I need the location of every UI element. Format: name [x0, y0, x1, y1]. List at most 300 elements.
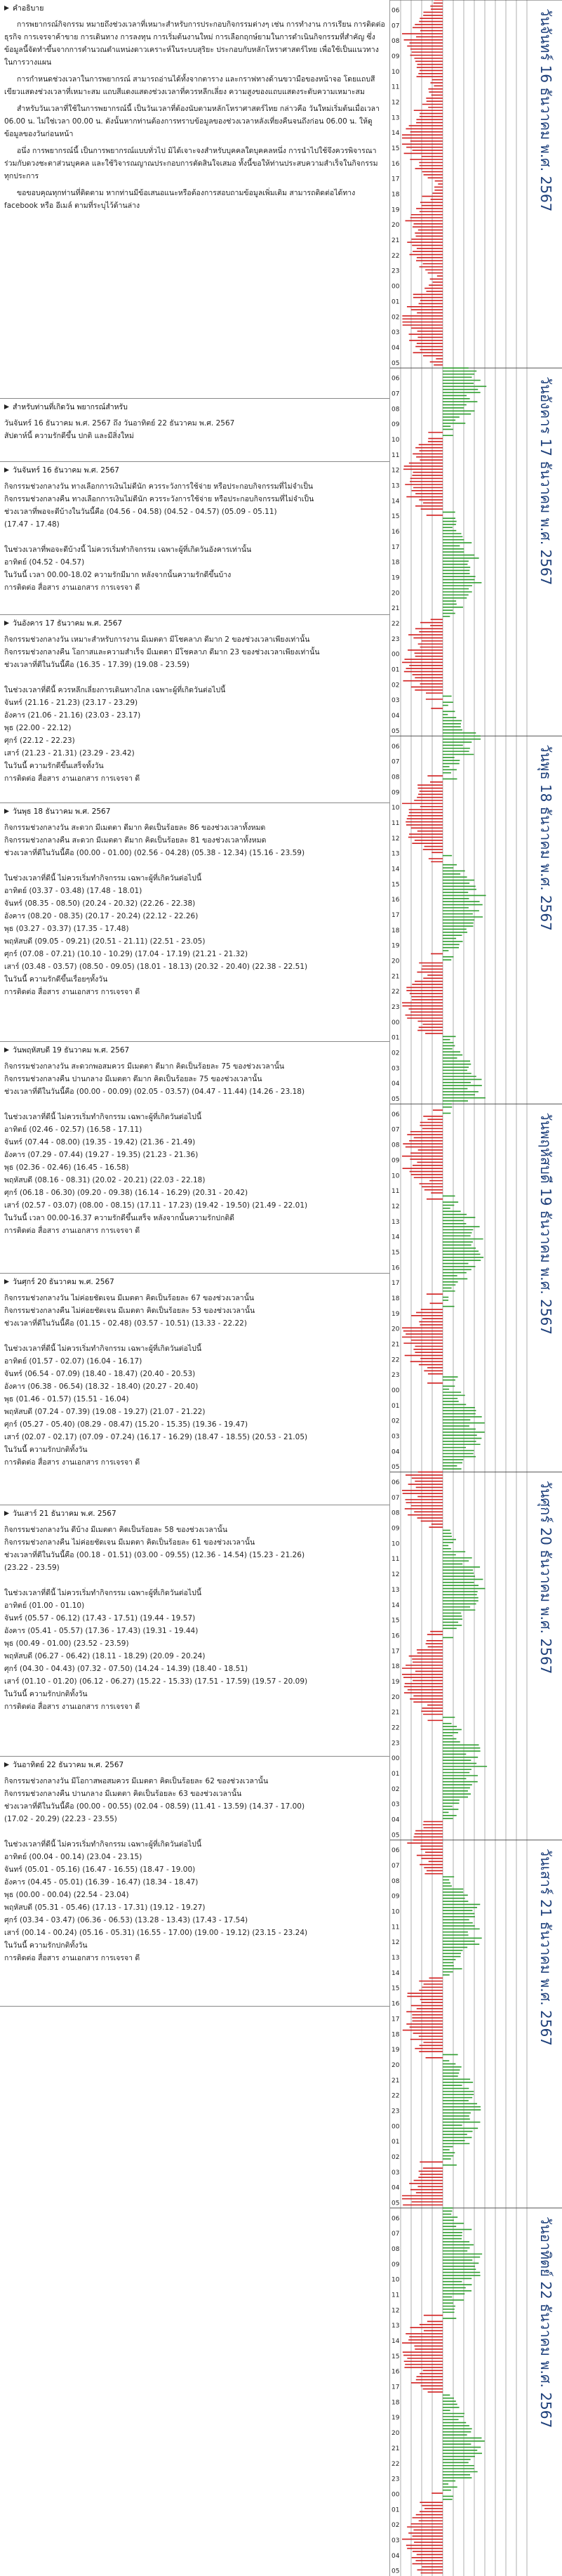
hour-label: 17: [392, 2016, 400, 2023]
day-label: วันพฤหัสบดี 19 ธันวาคม พ.ศ. 2567: [537, 1112, 554, 1335]
hour-label: 10: [392, 1540, 400, 1548]
hour-label: 13: [392, 1955, 400, 1962]
hour-label: 20: [392, 958, 400, 965]
hour-label: 10: [392, 1173, 400, 1180]
day-line: ในช่วงเวลาที่ดีนี้ ไม่ควรเริ่มทำกิจกรรม เฉพาะผู้ที่เกิดวันต่อไปนี้: [4, 1840, 202, 1849]
day-line: ในวันนี้ เวลา 00.00-16.37 ความรักดีขึ้นเสร็จ หลังจากนั้นความรักปกติดี: [4, 1214, 234, 1222]
day-line: ในวันนี้ ความรักปกติทั้งวัน: [4, 1446, 88, 1454]
day-line: ในช่วงเวลาที่พอจะดีบ้างนี้ ไม่ควรเริ่มทำกิจกรรม เฉพาะผู้ที่เกิดวันอังคารเท่านั้น: [4, 546, 252, 554]
day-line: อังคาร (04.45 - 05.01) (16.39 - 16.47) (18.34 - 18.47): [4, 1878, 199, 1887]
day-label: วันอาทิตย์ 22 ธันวาคม พ.ศ. 2567: [537, 2216, 554, 2429]
hour-label: 22: [392, 2092, 400, 2100]
hour-label: 23: [392, 2476, 400, 2483]
hour-label: 14: [392, 1601, 400, 1609]
day-line: พฤหัสบดี (05.31 - 05.46) (17.13 - 17.31) (19.12 - 19.27): [4, 1903, 206, 1912]
day-line: ในวันนี้ ความรักปกติทั้งวัน: [4, 1941, 88, 1950]
day-title: วันเสาร์ 21 ธันวาคม พ.ศ. 2567: [13, 1510, 116, 1518]
hour-label: 03: [392, 1801, 400, 1809]
hour-label: 00: [392, 1755, 400, 1763]
spacer: [4, 1574, 385, 1587]
day-line: กิจกรรมช่วงกลางคืน ไม่ค่อยชัดเจน มีเมตตา คิดเป็นร้อยละ 61 ของช่วงเวลานั้น: [4, 1538, 255, 1547]
hour-label: 08: [392, 2246, 400, 2254]
hour-label: 06: [392, 1111, 400, 1118]
day-line: ช่วงเวลาที่พอจะดีบ้างในวันนี้คือ (04.56 - 04.58) (04.52 - 04.57) (05.09 - 05.11): [4, 508, 277, 516]
hour-label: 10: [392, 68, 400, 76]
day-line: ในช่วงเวลาที่ดีนี้ ไม่ควรเริ่มทำกิจกรรม เฉพาะผู้ที่เกิดวันต่อไปนี้: [4, 1345, 202, 1353]
hour-label: 01: [392, 2139, 400, 2146]
hour-label: 21: [392, 1709, 400, 1717]
settings-title: สำหรับท่านที่เกิดวัน พยากรณ์สำหรับ: [13, 403, 128, 411]
day-line: การติดต่อ สื่อสาร งานเอกสาร การเจรจา ดี: [4, 1458, 140, 1467]
hour-label: 04: [392, 1081, 400, 1088]
hour-label: 15: [392, 2353, 400, 2360]
day-header: [4, 1276, 385, 1288]
hour-label: 03: [392, 2537, 400, 2544]
hour-label: 08: [392, 38, 400, 46]
day-header: [4, 1044, 385, 1056]
day-section: [0, 1274, 389, 1505]
day-header: [4, 805, 385, 817]
hour-label: 13: [392, 114, 400, 122]
hour-label: 02: [392, 1418, 400, 1425]
hour-label: 22: [392, 252, 400, 260]
hour-label: 02: [392, 2153, 400, 2161]
hour-label: 02: [392, 682, 400, 689]
settings-line: สัปดาห์นี้ ความรักดีขึ้น ปกติ และมีสิ่งใหม่: [4, 432, 134, 440]
day-line: เสาร์ (01.10 - 01.20) (06.12 - 06.27) (15.22 - 15.33) (17.51 - 17.59) (19.57 - 20.09): [4, 1677, 308, 1686]
spacer: [4, 1825, 385, 1838]
day-line: ศุกร์ (03.34 - 03.47) (06.36 - 06.53) (13.28 - 13.43) (17.43 - 17.54): [4, 1916, 248, 1924]
hour-label: 09: [392, 789, 400, 797]
hour-label: 15: [392, 881, 400, 889]
hour-label: 18: [392, 191, 400, 199]
hour-label: 00: [392, 1019, 400, 1026]
hour-label: 01: [392, 1034, 400, 1042]
intro-paragraph: สำหรับวันเวลาที่ใช้ในการพยากรณ์นี้ เป็นวันเวลาที่ต้องนับตามหลักโหราศาสตร์ไทย กล่าวคือ วันใหม่เริ่มต้นเมื่อเวลา 06.00 น. ไม่ใช่เวลา 00.00 น. ดังนั้นหากท่านต้องการทราบข้อมูลของช่วงเวลาหลังเที่ยงคืนจนถึงก่อน 06.00 น. ให้ดูข้อมูลของวันก่อนหน้า: [4, 105, 380, 138]
hour-label: 06: [392, 7, 400, 15]
hour-label: 23: [392, 267, 400, 275]
day-line: ศุกร์ (05.27 - 05.40) (08.29 - 08.47) (15.20 - 15.35) (19.36 - 19.47): [4, 1420, 248, 1429]
hour-label: 20: [392, 1326, 400, 1333]
day-label: วันอังคาร 17 ธันวาคม พ.ศ. 2567: [537, 376, 554, 586]
day-line: พุธ (00.49 - 01.00) (23.52 - 23.59): [4, 1639, 129, 1648]
hour-label: 11: [392, 1924, 400, 1931]
day-line: จันทร์ (21.16 - 21.23) (23.17 - 23.29): [4, 699, 138, 707]
hour-label: 07: [392, 22, 400, 30]
day-line: (23.22 - 23.59): [4, 1564, 60, 1572]
day-section: [0, 1757, 389, 2007]
day-line: จันทร์ (05.57 - 06.12) (17.43 - 17.51) (19.44 - 19.57): [4, 1614, 196, 1623]
hour-label: 06: [392, 1479, 400, 1487]
day-line: อาทิตย์ (02.46 - 02.57) (16.58 - 17.11): [4, 1125, 142, 1134]
day-line: อังคาร (21.06 - 21.16) (23.03 - 23.17): [4, 711, 141, 720]
hour-label: 02: [392, 1785, 400, 1793]
hour-label: 08: [392, 1510, 400, 1517]
day-line: เสาร์ (02.57 - 03.07) (08.00 - 08.15) (17.11 - 17.23) (19.42 - 19.50) (21.49 - 22.01): [4, 1201, 308, 1210]
hour-label: 00: [392, 2123, 400, 2131]
hour-label: 18: [392, 1295, 400, 1302]
hour-label: 03: [392, 2169, 400, 2177]
hour-label: 23: [392, 1372, 400, 1380]
hour-label: 07: [392, 2231, 400, 2238]
hour-label: 12: [392, 467, 400, 475]
hour-label: 13: [392, 1218, 400, 1226]
day-line: กิจกรรมช่วงกลางคืน ไม่ค่อยชัดเจน มีเมตตา คิดเป็นร้อยละ 53 ของช่วงเวลานั้น: [4, 1307, 255, 1315]
day-title: วันศุกร์ 20 ธันวาคม พ.ศ. 2567: [13, 1278, 114, 1286]
day-line: ช่วงเวลาที่ดีในวันนี้คือ (00.00 - 00.55) (02.04 - 08.59) (11.41 - 13.59) (14.37 - 17.00): [4, 1802, 305, 1811]
day-header: [4, 464, 385, 476]
hour-label: 20: [392, 590, 400, 597]
hour-label: 20: [392, 222, 400, 230]
day-title: วันอาทิตย์ 22 ธันวาคม พ.ศ. 2567: [13, 1761, 124, 1769]
day-line: การติดต่อ สื่อสาร งานเอกสาร การเจรจา ดี: [4, 583, 140, 592]
hour-label: 05: [392, 727, 400, 735]
day-section: [0, 1042, 389, 1274]
bullet-icon: [4, 1511, 9, 1516]
day-line: เสาร์ (00.14 - 00.24) (05.16 - 05.31) (16.55 - 17.00) (19.00 - 19.12) (23.15 - 23.24): [4, 1929, 308, 1937]
hour-label: 16: [392, 160, 400, 168]
day-line: พุธ (03.27 - 03.37) (17.35 - 17.48): [4, 925, 129, 933]
day-line: อาทิตย์ (01.00 - 01.10): [4, 1601, 85, 1610]
hour-label: 07: [392, 1126, 400, 1134]
spacer: [4, 1098, 385, 1111]
hour-label: 13: [392, 1586, 400, 1594]
day-line: พุธ (00.00 - 00.04) (22.54 - 23.04): [4, 1891, 129, 1899]
day-header: [4, 1507, 385, 1519]
hour-label: 08: [392, 1142, 400, 1149]
hour-label: 21: [392, 973, 400, 981]
hour-label: 12: [392, 2307, 400, 2315]
settings-header: [4, 401, 385, 413]
day-line: กิจกรรมช่วงกลางวัน ดีบ้าง มีเมตตา คิดเป็นร้อยละ 58 ของช่วงเวลานั้น: [4, 1526, 228, 1534]
hour-label: 05: [392, 1832, 400, 1839]
intro-paragraph: การพยากรณ์กิจกรรม หมายถึงช่วงเวลาที่เหมาะสำหรับการประกอบกิจกรรมต่างๆ เช่น การทำงาน การเรียน การติดต่อธุรกิจ การเจรจาค้าขาย การเดินทาง การลงทุน การเริ่มต้นงานใหม่ การเลือกฤกษ์ยามในการดำเนินกิจกรรมที่สำคัญ ซึ่งข้อมูลนี้จัดทำขึ้นจากการคำนวณตำแหน่งดาวเคราะห์ในระบบสุริยะ ประกอบกับหลักโหราศาสตร์ไทย เพื่อใช้เป็นแนวทางในการวางแผน: [4, 20, 385, 67]
hour-label: 01: [392, 1770, 400, 1778]
day-line: ศุกร์ (04.30 - 04.43) (07.32 - 07.50) (14.24 - 14.39) (18.40 - 18.51): [4, 1665, 248, 1673]
hour-label: 19: [392, 1310, 400, 1318]
hour-label: 12: [392, 99, 400, 107]
hour-label: 05: [392, 2200, 400, 2207]
hour-label: 06: [392, 743, 400, 751]
hour-label: 21: [392, 1341, 400, 1349]
hour-label: 13: [392, 482, 400, 490]
day-line: อังคาร (08.20 - 08.35) (20.17 - 20.24) (22.12 - 22.26): [4, 912, 199, 920]
spacer: [4, 671, 385, 684]
intro-title: คำอธิบาย: [13, 4, 44, 13]
hour-label: 04: [392, 713, 400, 720]
hour-label: 01: [392, 2506, 400, 2514]
day-line: กิจกรรมช่วงกลางคืน โอกาสและความสำเร็จ มีเมตตา มีโชคลาภ ดีมาก 23 ของช่วงเวลาเพียงเท่านั้น: [4, 648, 320, 656]
hour-label: 22: [392, 1724, 400, 1732]
intro-paragraph: อนึ่ง การพยากรณ์นี้ เป็นการพยากรณ์แบบทั่วไป มิได้เจาะจงสำหรับบุคคลใดบุคคลหนึ่ง การนำไปใช้จึงควรพิจารณาร่วมกับดวงชะตาส่วนบุคคล และใช้วิจารณญาณประกอบการตัดสินใจเสมอ ทั้งนี้ขอให้ท่านประสบความสำเร็จในกิจกรรมทุกประการ: [4, 147, 378, 180]
day-line: กิจกรรมช่วงกลางคืน ปานกลาง มีเมตตา ดีมาก คิดเป็นร้อยละ 75 ของช่วงเวลานั้น: [4, 1075, 262, 1083]
spacer: [4, 859, 385, 872]
activity-graph: [390, 0, 562, 2576]
hour-label: 16: [392, 897, 400, 904]
day-line: (17.02 - 20.29) (22.23 - 23.55): [4, 1815, 117, 1823]
hour-label: 07: [392, 1863, 400, 1870]
hour-label: 17: [392, 911, 400, 919]
hour-label: 05: [392, 2568, 400, 2575]
hour-label: 17: [392, 1648, 400, 1656]
hour-label: 12: [392, 1203, 400, 1210]
hour-label: 08: [392, 406, 400, 414]
hour-label: 15: [392, 145, 400, 153]
day-line: อาทิตย์ (01.57 - 02.07) (16.04 - 16.17): [4, 1357, 142, 1366]
hour-label: 09: [392, 2261, 400, 2268]
bullet-icon: [4, 6, 9, 11]
hour-label: 16: [392, 1264, 400, 1272]
day-line: การติดต่อ สื่อสาร งานเอกสาร การเจรจา ดี: [4, 1703, 140, 1711]
hour-label: 21: [392, 2445, 400, 2452]
hour-label: 11: [392, 2292, 400, 2299]
hour-label: 21: [392, 605, 400, 613]
hour-label: 08: [392, 774, 400, 781]
day-line: ในช่วงเวลาที่ดีนี้ ไม่ควรเริ่มทำกิจกรรม เฉพาะผู้ที่เกิดวันต่อไปนี้: [4, 1113, 202, 1121]
day-line: ศุกร์ (22.12 - 22.23): [4, 737, 75, 745]
day-line: อาทิตย์ (04.52 - 04.57): [4, 558, 85, 567]
day-line: การติดต่อ สื่อสาร งานเอกสาร การเจรจา ดี: [4, 988, 140, 996]
hour-label: 06: [392, 375, 400, 383]
hour-label: 03: [392, 697, 400, 705]
hour-label: 14: [392, 2338, 400, 2346]
day-line: พุธ (22.00 - 22.12): [4, 724, 72, 732]
hour-label: 21: [392, 237, 400, 245]
day-title: วันพุธ 18 ธันวาคม พ.ศ. 2567: [13, 807, 111, 816]
hour-label: 21: [392, 2077, 400, 2085]
day-header: [4, 617, 385, 629]
day-line: ในวันนี้ ความรักดีขึ้นเรื่อยๆทั้งวัน: [4, 975, 108, 984]
day-line: จันทร์ (07.44 - 08.00) (19.35 - 19.42) (21.36 - 21.49): [4, 1138, 196, 1147]
intro-header: [4, 2, 385, 14]
hour-label: 23: [392, 2108, 400, 2115]
hour-label: 09: [392, 1157, 400, 1165]
day-line: กิจกรรมช่วงกลางวัน เหมาะสำหรับการงาน มีเมตตา มีโชคลาภ ดีมาก 2 ของช่วงเวลาเพียงเท่านั้น: [4, 635, 310, 644]
day-line: ช่วงเวลาที่ดีในวันนี้คือ (01.15 - 02.48) (03.57 - 10.51) (13.33 - 22.22): [4, 1319, 247, 1328]
hour-label: 23: [392, 1740, 400, 1748]
hour-label: 11: [392, 1556, 400, 1564]
hour-label: 04: [392, 2552, 400, 2560]
day-header: [4, 1759, 385, 1771]
bullet-icon: [4, 621, 9, 626]
hour-label: 22: [392, 2460, 400, 2468]
hour-label: 10: [392, 805, 400, 812]
day-line: กิจกรรมช่วงกลางวัน สะดวก มีเมตตา ดีมาก คิดเป็นร้อยละ 86 ของช่วงเวลาทั้งหมด: [4, 824, 266, 832]
hour-label: 17: [392, 2384, 400, 2391]
day-line: กิจกรรมช่วงกลางคืน สะดวก มีเมตตา ดีมาก คิดเป็นร้อยละ 81 ของช่วงเวลาทั้งหมด: [4, 836, 267, 845]
day-line: การติดต่อ สื่อสาร งานเอกสาร การเจรจา ดี: [4, 1227, 140, 1235]
hour-label: 22: [392, 989, 400, 996]
hour-label: 10: [392, 436, 400, 444]
hour-label: 02: [392, 2522, 400, 2530]
hour-label: 07: [392, 390, 400, 398]
day-line: กิจกรรมช่วงกลางวัน ทางเลือกการเงินไม่ดีนัก ควรระวังการใช้จ่าย หรือประกอบกิจกรรมที่ไม่จำเป็น: [4, 482, 314, 491]
hour-label: 17: [392, 543, 400, 551]
hour-label: 00: [392, 651, 400, 659]
day-line: กิจกรรมช่วงกลางวัน มีโอกาสพอสมควร มีเมตตา คิดเป็นร้อยละ 62 ของช่วงเวลานั้น: [4, 1777, 269, 1785]
hour-label: 14: [392, 866, 400, 873]
day-line: พุธ (02.36 - 02.46) (16.45 - 16.58): [4, 1163, 129, 1172]
day-line: ช่วงเวลาที่ดีในวันนี้คือ (00.00 - 00.09) (02.05 - 03.57) (04.47 - 11.44) (14.26 - 23.18): [4, 1088, 305, 1096]
day-line: ในวันนี้ ความรักปกติทั้งวัน: [4, 1690, 88, 1698]
day-line: ศุกร์ (07.08 - 07.21) (10.10 - 10.29) (17.04 - 17.19) (21.21 - 21.32): [4, 950, 248, 958]
hour-label: 13: [392, 850, 400, 858]
hour-label: 05: [392, 359, 400, 367]
hour-label: 20: [392, 2061, 400, 2069]
day-line: เสาร์ (03.48 - 03.57) (08.50 - 09.05) (18.01 - 18.13) (20.32 - 20.40) (22.38 - 22.51): [4, 963, 308, 971]
hour-label: 01: [392, 1402, 400, 1410]
day-line: ในวันนี้ ความรักดีขึ้นเสร็จทั้งวัน: [4, 762, 104, 770]
hour-label: 00: [392, 2491, 400, 2499]
hour-label: 18: [392, 2399, 400, 2407]
day-title: วันพฤหัสบดี 19 ธันวาคม พ.ศ. 2567: [13, 1046, 130, 1055]
hour-label: 03: [392, 329, 400, 337]
hour-label: 09: [392, 421, 400, 429]
daily-graph-column: [390, 0, 562, 2576]
hour-label: 10: [392, 2276, 400, 2284]
day-line: อังคาร (05.41 - 05.57) (17.36 - 17.43) (19.31 - 19.44): [4, 1627, 199, 1635]
hour-label: 01: [392, 666, 400, 674]
intro-paragraph: ขอขอบคุณทุกท่านที่ติดตาม หากท่านมีข้อเสนอแนะหรือต้องการสอบถามข้อมูลเพิ่มเติม สามารถติดต่อได้ทาง facebook หรือ อีเมล์ ตามที่ระบุไว้ด้านล่าง: [4, 189, 356, 210]
hour-label: 12: [392, 1939, 400, 1947]
hour-label: 13: [392, 2323, 400, 2330]
settings-line: วันจันทร์ 16 ธันวาคม พ.ศ. 2567 ถึง วันอาทิตย์ 22 ธันวาคม พ.ศ. 2567: [4, 419, 235, 428]
hour-label: 20: [392, 2430, 400, 2438]
day-line: ช่วงเวลาที่ดีในวันนี้คือ (16.35 - 17.39) (19.08 - 23.59): [4, 661, 189, 669]
hour-label: 20: [392, 1693, 400, 1701]
hour-label: 06: [392, 1847, 400, 1855]
hour-label: 04: [392, 2184, 400, 2192]
hour-label: 22: [392, 621, 400, 628]
hour-label: 11: [392, 84, 400, 91]
hour-label: 14: [392, 1969, 400, 1977]
day-line: กิจกรรมช่วงกลางวัน ไม่ค่อยชัดเจน มีเมตตา คิดเป็นร้อยละ 67 ของช่วงเวลานั้น: [4, 1294, 255, 1302]
day-line: อาทิตย์ (00.04 - 00.14) (23.04 - 23.15): [4, 1853, 142, 1861]
day-line: ในช่วงเวลาที่ดีนี้ ควรหลีกเลี่ยงการเดินทางไกล เฉพาะผู้ที่เกิดวันต่อไปนี้: [4, 686, 226, 694]
hour-label: 15: [392, 1985, 400, 1993]
day-line: ในช่วงเวลาที่ดีนี้ ไม่ควรเริ่มทำกิจกรรม เฉพาะผู้ที่เกิดวันต่อไปนี้: [4, 874, 202, 883]
hour-label: 04: [392, 1816, 400, 1824]
hour-label: 10: [392, 1908, 400, 1916]
hour-label: 18: [392, 2031, 400, 2039]
day-line: (17.47 - 17.48): [4, 520, 60, 529]
hour-label: 16: [392, 1632, 400, 1640]
hour-label: 18: [392, 559, 400, 567]
day-line: เสาร์ (21.23 - 21.31) (23.29 - 23.42): [4, 749, 135, 758]
hour-label: 15: [392, 513, 400, 521]
hour-label: 22: [392, 1356, 400, 1364]
day-line: อังคาร (07.29 - 07.44) (19.27 - 19.35) (21.23 - 21.36): [4, 1151, 199, 1159]
hour-label: 17: [392, 176, 400, 183]
hour-label: 18: [392, 927, 400, 934]
day-line: จันทร์ (05.01 - 05.16) (16.47 - 16.55) (18.47 - 19.00): [4, 1865, 196, 1874]
day-line: พฤหัสบดี (08.16 - 08.31) (20.02 - 20.21) (22.03 - 22.18): [4, 1176, 206, 1184]
hour-label: 02: [392, 314, 400, 322]
hour-label: 18: [392, 1663, 400, 1671]
intro-paragraph: การกำหนดช่วงเวลาในการพยากรณ์ สามารถอ่านได้ทั้งจากตาราง และกราฟทางด้านขวามือของหน้าจอ โดยแถบสีเขียวแสดงช่วงเวลาที่เหมาะสม แถบสีแดงแสดงช่วงเวลาที่ควรหลีกเลี่ยง ความสูงของแถบแสดงระดับความเหมาะสม: [4, 75, 375, 96]
day-label: วันศุกร์ 20 ธันวาคม พ.ศ. 2567: [537, 1480, 554, 1675]
bullet-icon: [4, 1048, 9, 1052]
hour-label: 19: [392, 942, 400, 950]
hour-label: 05: [392, 1464, 400, 1472]
day-title: วันจันทร์ 16 ธันวาคม พ.ศ. 2567: [13, 466, 119, 475]
hour-label: 12: [392, 835, 400, 843]
hour-label: 11: [392, 819, 400, 827]
hour-label: 06: [392, 2215, 400, 2223]
hour-label: 09: [392, 1893, 400, 1901]
hour-label: 19: [392, 2415, 400, 2422]
day-line: กิจกรรมช่วงกลางคืน ปานกลาง มีเมตตา คิดเป็นร้อยละ 63 ของช่วงเวลานั้น: [4, 1790, 242, 1798]
hour-label: 16: [392, 2000, 400, 2008]
hour-label: 03: [392, 1065, 400, 1073]
hour-label: 08: [392, 1877, 400, 1885]
hour-label: 16: [392, 529, 400, 536]
hour-label: 04: [392, 344, 400, 352]
bullet-icon: [4, 1279, 9, 1284]
hour-label: 19: [392, 2047, 400, 2054]
day-label: วันพุธ 18 ธันวาคม พ.ศ. 2567: [537, 744, 554, 931]
day-section: [0, 615, 389, 803]
hour-label: 05: [392, 1096, 400, 1104]
hour-label: 23: [392, 635, 400, 643]
hour-label: 16: [392, 2368, 400, 2376]
hour-label: 00: [392, 1387, 400, 1395]
day-section: [0, 1505, 389, 1757]
day-label: วันจันทร์ 16 ธันวาคม พ.ศ. 2567: [537, 8, 554, 212]
day-line: การติดต่อ สื่อสาร งานเอกสาร การเจรจา ดี: [4, 1954, 140, 1962]
day-line: พฤหัสบดี (06.27 - 06.42) (18.11 - 18.29) (20.09 - 20.24): [4, 1652, 206, 1660]
hour-label: 07: [392, 1494, 400, 1502]
hour-label: 19: [392, 206, 400, 214]
settings-section: [0, 399, 389, 462]
hour-label: 14: [392, 498, 400, 506]
hour-label: 19: [392, 1678, 400, 1686]
hour-label: 03: [392, 1433, 400, 1441]
hour-label: 01: [392, 298, 400, 306]
day-line: ช่วงเวลาที่ดีในวันนี้คือ (00.18 - 01.51) (03.00 - 09.55) (12.36 - 14.54) (15.23 - 21.26): [4, 1551, 305, 1559]
hour-label: 15: [392, 1617, 400, 1625]
day-section: [0, 803, 389, 1042]
day-line: กิจกรรมช่วงกลางวัน สะดวกพอสมควร มีเมตตา ดีมาก คิดเป็นร้อยละ 75 ของช่วงเวลานั้น: [4, 1062, 285, 1071]
day-line: พฤหัสบดี (07.24 - 07.39) (19.08 - 19.27) (21.07 - 21.22): [4, 1408, 206, 1416]
hour-label: 09: [392, 53, 400, 60]
day-line: กิจกรรมช่วงกลางคืน ทางเลือกการเงินไม่ดีนัก ควรระวังการใช้จ่าย หรือประกอบกิจกรรมที่ไม่จำเป็น: [4, 495, 314, 503]
day-line: อาทิตย์ (03.37 - 03.48) (17.48 - 18.01): [4, 887, 142, 895]
hour-label: 17: [392, 1280, 400, 1288]
bullet-icon: [4, 1762, 9, 1767]
day-line: ศุกร์ (06.18 - 06.30) (09.20 - 09.38) (16.14 - 16.29) (20.31 - 20.42): [4, 1189, 248, 1197]
spacer: [4, 1330, 385, 1342]
hour-label: 23: [392, 1004, 400, 1012]
day-line: พุธ (01.46 - 01.57) (15.51 - 16.04): [4, 1395, 129, 1403]
hour-label: 11: [392, 1188, 400, 1196]
hour-label: 19: [392, 574, 400, 582]
day-section: [0, 462, 389, 615]
hour-label: 14: [392, 130, 400, 138]
hour-label: 14: [392, 1234, 400, 1241]
day-line: ในวันนี้ เวลา 00.00-18.02 ความรักมีมาก หลังจากนั้นความรักดีขึ้นบ้าง: [4, 571, 232, 579]
bullet-icon: [4, 404, 9, 409]
day-line: อังคาร (06.38 - 06.54) (18.32 - 18.40) (20.27 - 20.40): [4, 1382, 199, 1391]
hour-label: 02: [392, 1050, 400, 1057]
bullet-icon: [4, 468, 9, 473]
intro-section: [0, 0, 389, 399]
hour-label: 11: [392, 451, 400, 459]
day-line: จันทร์ (06.54 - 07.09) (18.40 - 18.47) (20.40 - 20.53): [4, 1370, 196, 1378]
day-sections: [0, 462, 389, 2007]
hour-label: 07: [392, 758, 400, 766]
day-label: วันเสาร์ 21 ธันวาคม พ.ศ. 2567: [537, 1848, 554, 2046]
